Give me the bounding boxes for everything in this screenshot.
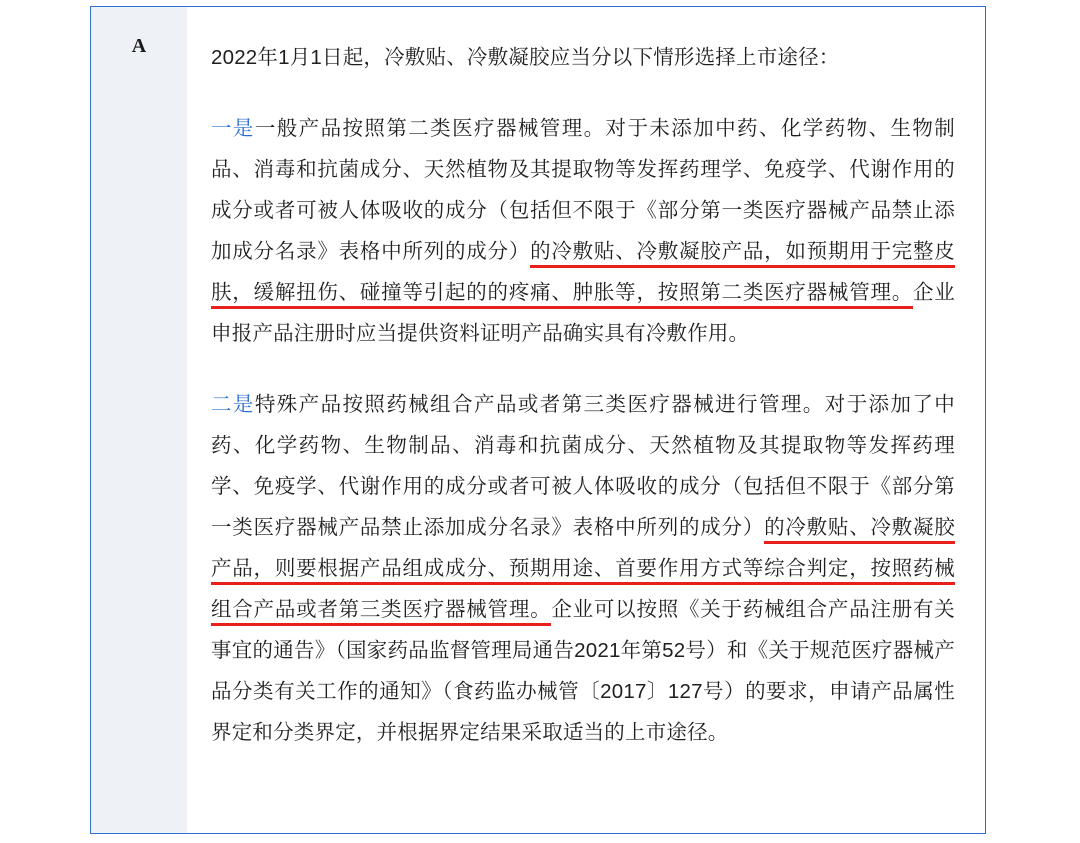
item-one-text-before: 一般产品按照第二类医疗器械管理。对于未添加中药、化学药物、生物制品、消毒和抗菌成分、天然植物及其提取物等发挥药理学、免疫学、代谢作用的成分或者可被人体吸收的成分（包括但不限于《部分第一类医疗器械产品禁止添加成分名录》表格中所列的成分）: [211, 117, 955, 263]
intro-paragraph: [211, 37, 955, 78]
item-two-text-before: 特殊产品按照药械组合产品或者第三类医疗器械进行管理。对于添加了中药、化学药物、生物制品、消毒和抗菌成分、天然植物及其提取物等发挥药理学、免疫学、代谢作用的成分或者可被人体吸收的成分（包括但不限于《部分第一类医疗器械产品禁止添加成分名录》表格中所列的成分）: [211, 393, 955, 539]
answer-badge-letter: A: [131, 35, 147, 57]
item-two-paragraph: [211, 384, 955, 753]
item-two-highlight: 的冷敷贴、冷敷凝胶产品，则要根据产品组成成分、预期用途、首要作用方式等综合判定，按照药械组合产品或者第三类医疗器械管理。: [211, 516, 955, 626]
answer-badge-column: [91, 7, 187, 833]
answer-content: [187, 7, 985, 833]
item-one-lead: 一是: [211, 117, 255, 140]
answer-card: [90, 6, 986, 834]
intro-text: 2022年1月1日起，冷敷贴、冷敷凝胶应当分以下情形选择上市途径：: [211, 46, 840, 69]
item-two-lead: 二是: [211, 393, 255, 416]
item-two-text-after: 企业可以按照《关于药械组合产品注册有关事宜的通告》（国家药品监督管理局通告2021年第52号）和《关于规范医疗器械产品分类有关工作的通知》（食药监办械管〔2017〕127号）的要求，申请产品属性界定和分类界定，并根据界定结果采取适当的上市途径。: [211, 598, 955, 744]
item-one-paragraph: [211, 108, 955, 354]
item-one-highlight: 的冷敷贴、冷敷凝胶产品，如预期用于完整皮肤，缓解扭伤、碰撞等引起的的疼痛、肿胀等，按照第二类医疗器械管理。: [211, 240, 955, 309]
item-one-text-after: 企业申报产品注册时应当提供资料证明产品确实具有冷敷作用。: [211, 281, 955, 345]
